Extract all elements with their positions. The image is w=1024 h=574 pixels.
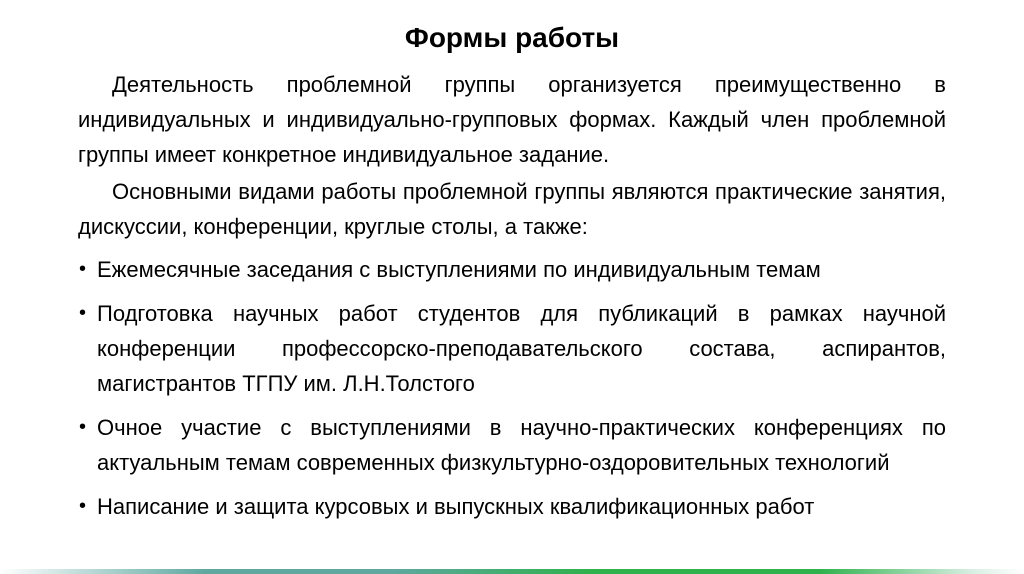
bottom-accent-bar: [0, 569, 1024, 574]
list-item: [78, 296, 946, 401]
bullet-text: Подготовка научных работ студентов для публикаций в рамках научной конференции профессорско-преподавательского состава, аспирантов, магистрантов ТГПУ им. Л.Н.Толстого: [97, 301, 946, 396]
bullet-text: Написание и защита курсовых и выпускных квалификационных работ: [97, 494, 815, 519]
bullet-icon: •: [79, 495, 87, 517]
bullet-icon: •: [79, 416, 87, 438]
list-item: [78, 410, 946, 480]
paragraph-intro: Деятельность проблемной группы организуется преимущественно в индивидуальных и индивидуально-групповых формах. Каждый член проблемной группы имеет конкретное индивидуальное задание.: [78, 72, 946, 167]
list-item: [78, 489, 946, 524]
bullet-list: [78, 252, 946, 524]
bullet-text: Ежемесячные заседания с выступлениями по индивидуальным темам: [97, 257, 821, 282]
bullet-icon: •: [79, 302, 87, 324]
bullet-text: Очное участие с выступлениями в научно-практических конференциях по актуальным темам современных физкультурно-оздоровительных технологий: [97, 415, 946, 475]
paragraph-main-kinds: Основными видами работы проблемной группы являются практические занятия, дискуссии, конференции, круглые столы, а также:: [78, 179, 946, 239]
list-item: [78, 252, 946, 287]
page-title: Формы работы: [404, 22, 620, 53]
bullet-icon: •: [79, 258, 87, 280]
